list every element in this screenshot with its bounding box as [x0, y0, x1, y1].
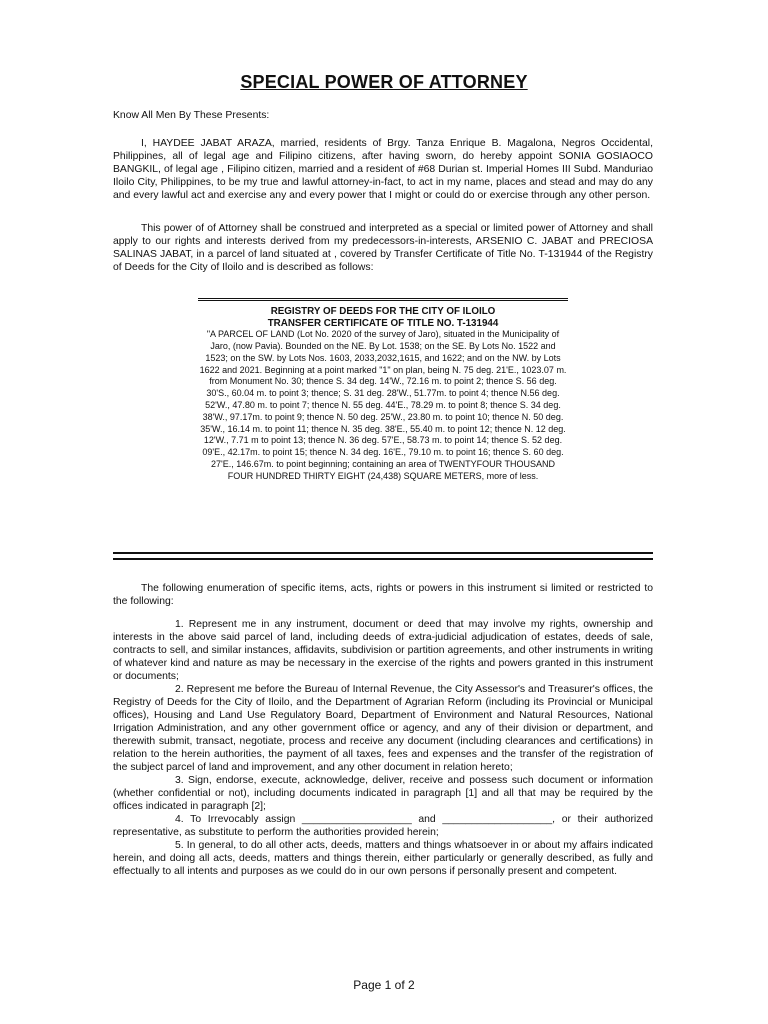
section-divider [113, 552, 653, 560]
land-description: "A PARCEL OF LAND (Lot No. 2020 of the survey of Jaro), situated in the Municipality of Jaro, (now Pavia). Bounded on the NE. By Lot. 1538; on the SE. By Lots No. 1522 and 1523; on the SW. by Lots Nos. 1603, 2033,2032,1615, and 1622; and on the NW. by Lots 1622 and 2021. Beginning at a point marked "1" on plan, being N. 75 deg. 21'E., 1023.07 m. from Monument No. 30; thence S. 34 deg. 14'W., 72.16 m. to point 2; thence S. 56 deg. 30'S., 60.04 m. to point 3; thence; S. 31 deg. 28'W., 51.77m. to point 4; thence N.56 deg. 52'W., 47.80 m. to point 7; thence N. 55 deg. 44'E., 78.29 m. to point 8; thence S. 34 deg. 38'W., 97.17m. to point 9; thence N. 50 deg. 25'W., 23.80 m. to point 10; thence N. 50 deg. 35'W., 16.14 m. to point 11; thence N. 35 deg. 38'E., 55.40 m. to point 12; thence N. 12 deg. 12'W., 7.71 m to point 13; thence N. 36 deg. 57'E., 58.73 m. to point 14; thence S. 52 deg. 09'E., 42.17m. to point 15; thence N. 34 deg. 16'E., 79.10 m. to point 16; thence S. 60 deg. 27'E., 146.67m. to point beginning; containing an area of TWENTYFOUR THOUSAND FOUR HUNDRED THIRTY EIGHT (24,438) SQUARE METERS, more of less. [199, 329, 567, 481]
paragraph-appointment-text: I, HAYDEE JABAT ARAZA, married, residents of Brgy. Tanza Enrique B. Magalona, Negros Occidental, Philippines, all of legal age and Filipino citizens, after having sworn, do hereby appoint SONIA GOSIAOCO BANGKIL, of legal age , Filipino citizen, married and a resident of #68 Durian st. Imperial Homes III Subd. Manduriao Iloilo City, Philippines, to be my true and lawful attorney-in-fact, to act in my name, places and stead and may do any and every lawful act and exercise any and every power that I might or could do or exercise through any other person. [113, 138, 653, 201]
page-number: Page 1 of 2 [353, 978, 415, 992]
paragraph-enumeration-text: The following enumeration of specific items, acts, rights or powers in this instrument si limited or restricted to the following: [113, 583, 653, 607]
powers-list [113, 618, 653, 878]
list-item: 1. Represent me in any instrument, document or deed that may involve my rights, ownership and interests in the above said parcel of land, including deeds of extra-judicial adjudication of estates, deeds of sale, contracts to sell, and similar instances, affidavits, subdivision or partition agreements, and other instruments in writing of whatever kind and nature as may be necessary in the exercise of the rights and powers granted in this instrument or documents; [113, 619, 653, 682]
paragraph-scope-text: This power of of Attorney shall be construed and interpreted as a special or limited power of Attorney and shall apply to our rights and interests derived from my predecessors-in-interests, ARSENIO C. JABAT and PRECIOSA SALINAS JABAT, in a parcel of land situated at , covered by Transfer Certificate of Title No. T-131944 of the Registry of Deeds for the City of Iloilo and is described as follows: [113, 223, 653, 273]
registry-heading-1: REGISTRY OF DEEDS FOR THE CITY OF ILOILO [270, 306, 496, 317]
registry-heading-2: TRANSFER CERTIFICATE OF TITLE NO. T-131944 [267, 317, 499, 329]
paragraph-scope [113, 222, 653, 274]
registry-description-box [198, 298, 568, 483]
list-item: 2. Represent me before the Bureau of Internal Revenue, the City Assessor's and Treasurer's offices, the Registry of Deeds for the City of Iloilo, and the Department of Agrarian Reform (including its Provincial or Municipal offices), Housing and Land Use Regulatory Board, Department of Environment and Natural Resources, National Irrigation Administration, and any other government office or agency, and any of their division or department, and therewith submit, transact, negotiate, process and receive any document (including clearances and certifications) in relation to the herein authorities, the payment of all taxes, fees and expenses and the transfer of the registration of the subject parcel of land and improvement, and any other document in relation hereto; [113, 684, 653, 773]
list-item: 4. To Irrevocably assign ___________________ and ___________________, or their authorized representative, as substitute to perform the authorities provided herein; [113, 814, 653, 838]
list-item: 5. In general, to do all other acts, deeds, matters and things whatsoever in or about my affairs indicated herein, and doing all acts, deeds, matters and things therein, either particularly or generally described, as fully and effectually to all intents and purposes as we could do in our own persons if personally present and competent. [113, 840, 653, 877]
paragraph-enumeration [113, 582, 653, 608]
paragraph-appointment [113, 137, 653, 202]
document-title: SPECIAL POWER OF ATTORNEY [240, 72, 528, 92]
list-item: 3. Sign, endorse, execute, acknowledge, deliver, receive and possess such document or information (whether confidential or not), including documents indicated in paragraph [1] and all that may be required by the offices indicated in paragraph [2]; [113, 775, 653, 812]
greeting: Know All Men By These Presents: [113, 110, 270, 121]
